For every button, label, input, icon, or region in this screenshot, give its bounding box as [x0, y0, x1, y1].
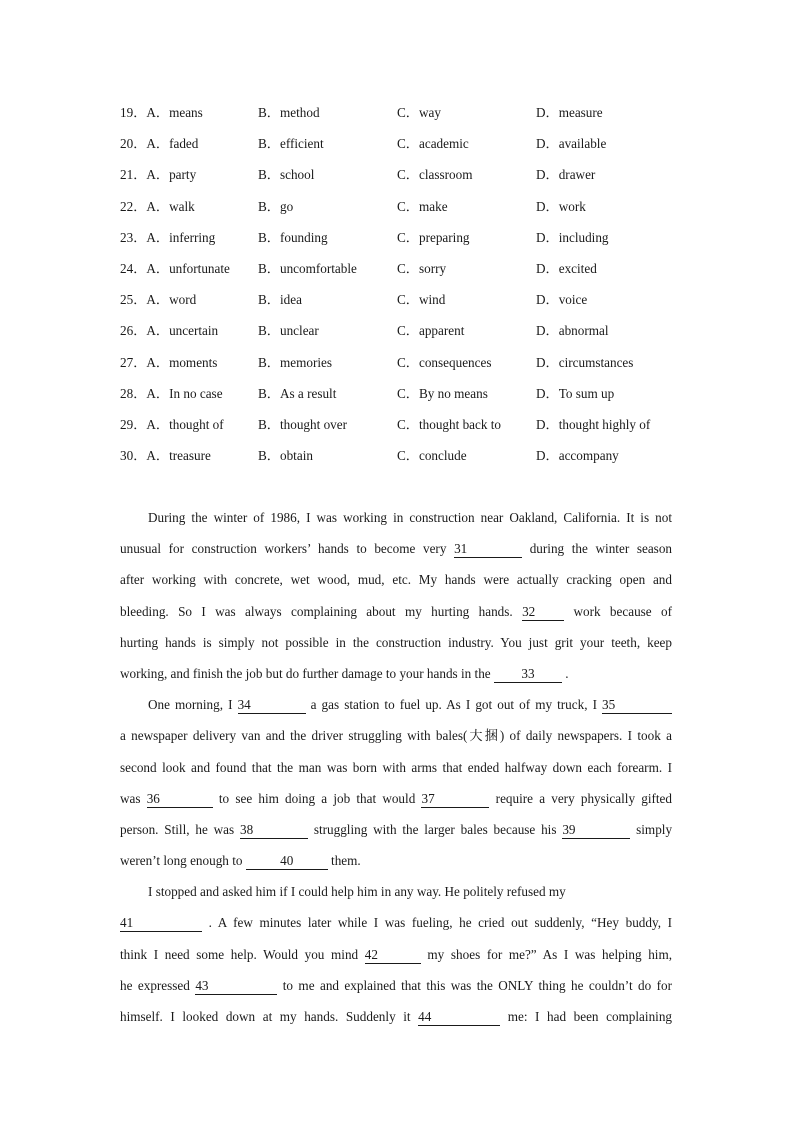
question-number: 20．	[120, 136, 147, 152]
option-row-28	[0, 378, 794, 409]
passage-line: 41 . A few minutes later while I was fueling, he cried out suddenly, “Hey buddy, I	[120, 915, 672, 931]
option-c: C．wind	[397, 292, 446, 308]
option-b: B．As a result	[258, 385, 337, 401]
blank-32[interactable]: 32	[522, 605, 564, 621]
passage-line: think I need some help. Would you mind 42 my shoes for me?” As I was helping him,	[120, 946, 673, 962]
question-number: 27．	[120, 354, 147, 370]
blank-37[interactable]: 37	[421, 792, 489, 808]
option-c: C．By no means	[397, 385, 488, 401]
question-number: 28．	[120, 385, 147, 401]
option-d: D．thought highly of	[536, 416, 651, 432]
question-number: 30．	[120, 448, 147, 464]
option-d: D．circumstances	[536, 354, 634, 370]
blank-40[interactable]: 40	[246, 854, 328, 870]
option-a: A．In no case	[146, 385, 223, 401]
passage-line: he expressed 43 to me and explained that this was the ONLY thing he couldn’t do for	[120, 977, 673, 993]
blank-38[interactable]: 38	[240, 823, 308, 839]
option-row-25	[0, 284, 794, 315]
option-c: C．way	[397, 105, 441, 120]
option-a: A．thought of	[146, 416, 224, 432]
option-row-30	[0, 440, 794, 471]
option-c: C．apparent	[397, 323, 465, 339]
option-d: D．work	[536, 198, 586, 214]
option-c: C．consequences	[397, 354, 492, 370]
option-c: C．make	[397, 198, 448, 214]
passage-line: hurting hands is simply not possible in the construction industry. You just grit your teeth, keep	[120, 634, 672, 650]
question-number: 29．	[120, 416, 147, 432]
option-a: A．walk	[146, 198, 195, 214]
answer-options	[0, 97, 794, 471]
passage-line: himself. I looked down at my hands. Suddenly it 44 me: I had been complaining	[120, 1009, 673, 1024]
option-c: C．sorry	[397, 260, 447, 276]
option-d: D．accompany	[536, 448, 619, 464]
option-row-23	[0, 222, 794, 253]
question-number: 25．	[120, 292, 147, 308]
passage-line: working, and finish the job but do further damage to your hands in the 33 .	[120, 665, 569, 681]
option-a: A．means	[146, 105, 203, 120]
option-a: A．moments	[146, 354, 218, 370]
option-row-19	[0, 97, 794, 128]
question-number: 26．	[120, 323, 147, 339]
cloze-passage	[120, 502, 672, 1032]
option-b: B．obtain	[258, 448, 313, 464]
blank-41[interactable]: 41	[120, 916, 202, 932]
passage-line: person. Still, he was 38 struggling with the larger bales because his 39 simply	[120, 821, 673, 837]
option-a: A．unfortunate	[146, 260, 230, 276]
option-row-26	[0, 315, 794, 346]
blank-34[interactable]: 34	[238, 698, 306, 714]
passage-line: I stopped and asked him if I could help him in any way. He politely refused my	[148, 884, 566, 900]
passage-line: after working with concrete, wet wood, mud, etc. My hands were actually cracking open and	[120, 572, 672, 588]
passage-line: a newspaper delivery van and the driver struggling with bales(大捆) of daily newspapers. I took a	[120, 728, 672, 744]
option-a: A．faded	[146, 136, 199, 152]
question-number: 22．	[120, 198, 147, 214]
question-number: 23．	[120, 229, 147, 245]
blank-39[interactable]: 39	[562, 823, 630, 839]
option-row-27	[0, 347, 794, 378]
option-row-21	[0, 159, 794, 190]
option-d: D．excited	[536, 260, 597, 276]
option-b: B．school	[258, 167, 315, 183]
option-row-29	[0, 409, 794, 440]
option-c: C．thought back to	[397, 416, 502, 432]
option-d: D．To sum up	[536, 385, 615, 401]
option-d: D．available	[536, 136, 607, 152]
question-number: 19．	[120, 105, 147, 120]
question-number: 21．	[120, 167, 147, 183]
option-b: B．method	[258, 105, 320, 120]
option-b: B．unclear	[258, 323, 319, 339]
option-b: B．efficient	[258, 136, 324, 152]
blank-42[interactable]: 42	[365, 948, 421, 964]
passage-line: second look and found that the man was born with arms that ended halfway down each forearm. I	[120, 759, 672, 775]
option-c: C．conclude	[397, 448, 467, 464]
question-number: 24．	[120, 260, 147, 276]
passage-line: was 36 to see him doing a job that would 37 require a very physically gifted	[120, 790, 673, 806]
option-c: C．classroom	[397, 167, 473, 183]
option-b: B．founding	[258, 229, 328, 245]
passage-line: During the winter of 1986, I was working in construction near Oakland, California. It is not	[148, 510, 672, 525]
option-c: C．preparing	[397, 229, 470, 245]
option-row-20	[0, 128, 794, 159]
passage-line: weren’t long enough to 40 them.	[120, 853, 361, 869]
option-row-22	[0, 191, 794, 222]
option-b: B．thought over	[258, 416, 348, 432]
option-d: D．including	[536, 229, 609, 245]
blank-43[interactable]: 43	[195, 979, 277, 995]
option-b: B．uncomfortable	[258, 260, 357, 276]
option-b: B．go	[258, 198, 294, 214]
option-a: A．treasure	[146, 448, 211, 464]
blank-31[interactable]: 31	[454, 542, 522, 558]
option-d: D．drawer	[536, 167, 596, 183]
option-a: A．word	[146, 292, 197, 308]
option-a: A．party	[146, 167, 197, 183]
option-c: C．academic	[397, 136, 469, 152]
option-b: B．idea	[258, 292, 302, 308]
passage-line: bleeding. So I was always complaining about my hurting hands. 32 work because of	[120, 603, 673, 619]
option-a: A．inferring	[146, 229, 216, 245]
option-a: A．uncertain	[146, 323, 219, 339]
option-b: B．memories	[258, 354, 332, 370]
passage-line: One morning, I 34 a gas station to fuel up. As I got out of my truck, I 35	[120, 689, 672, 720]
blank-35[interactable]: 35	[602, 698, 672, 714]
passage-line: unusual for construction workers’ hands to become very 31 during the winter season	[120, 541, 673, 557]
option-d: D．abnormal	[536, 323, 609, 339]
blank-36[interactable]: 36	[147, 792, 213, 808]
blank-33[interactable]: 33	[494, 667, 562, 683]
blank-44[interactable]: 44	[418, 1010, 500, 1026]
option-d: D．voice	[536, 292, 588, 308]
option-d: D．measure	[536, 105, 603, 120]
option-row-24	[0, 253, 794, 284]
